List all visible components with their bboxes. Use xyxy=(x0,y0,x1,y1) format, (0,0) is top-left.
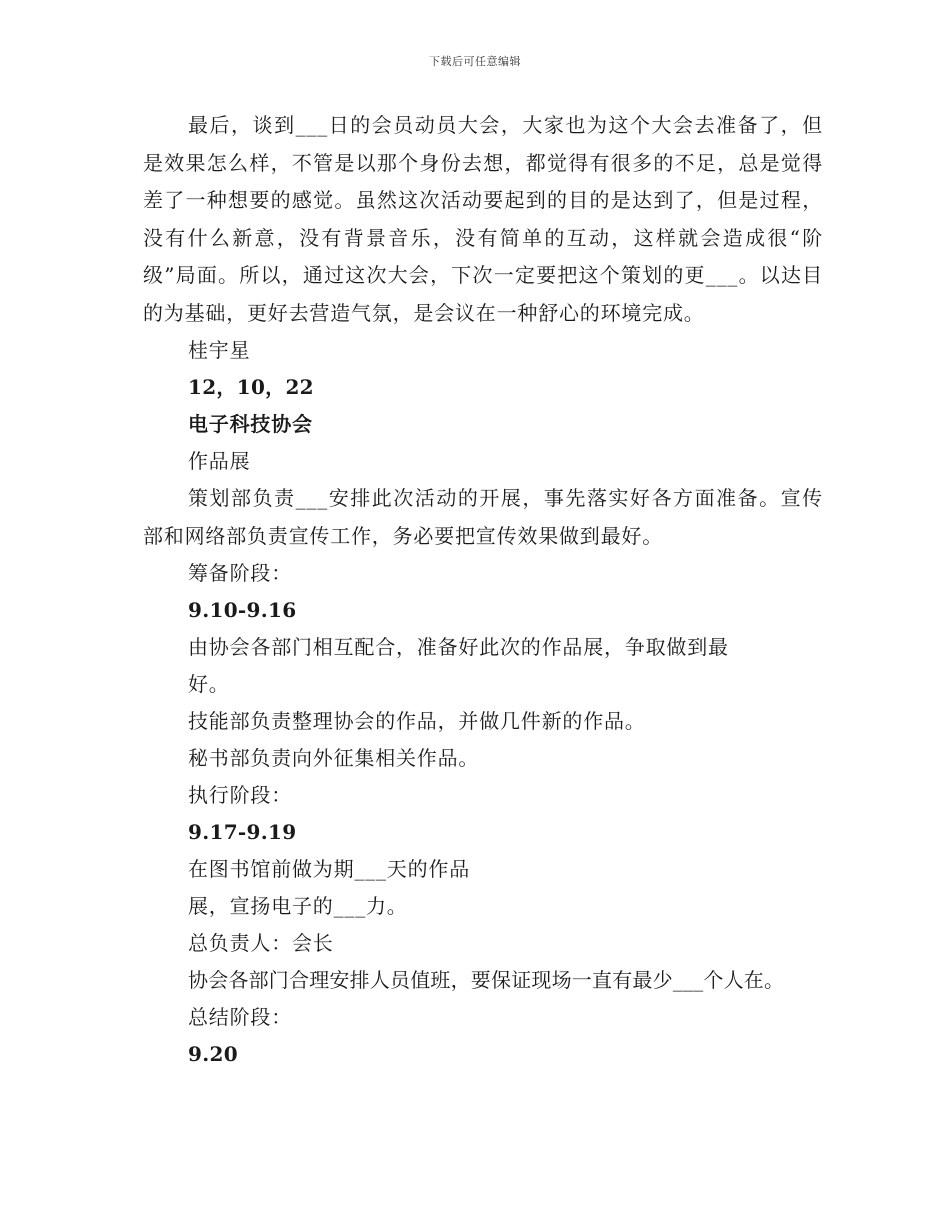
paragraph-meeting-review: 最后，谈到___日的会员动员大会，大家也为这个大会去准备了，但是效果怎么样，不管是以那个身份去想，都觉得有很多的不足，总是觉得差了一种想要的感觉。虽然这次活动要起到的目的是达到了，但是过程，没有什么新意，没有背景音乐，没有简单的互动，这样就会造成很“阶级”局面。所以，通过这次大会，下次一定要把这个策划的更___。以达目的为基础，更好去营造气氛，是会议在一种舒心的环境完成。 xyxy=(143,113,823,325)
exec-line-3: 总负责人：会长 xyxy=(188,931,334,955)
prep-stage-dates: 9.10-9.16 xyxy=(188,598,297,622)
summary-stage-label: 总结阶段： xyxy=(188,1005,292,1029)
exec-stage-label: 执行阶段： xyxy=(188,783,292,807)
prep-line-3: 技能部负责整理协会的作品，并做几件新的作品。 xyxy=(188,709,646,733)
summary-stage-dates: 9.20 xyxy=(188,1042,238,1066)
exec-line-4: 协会各部门合理安排人员值班，要保证现场一直有最少___个人在。 xyxy=(188,968,785,992)
signature-name: 桂宇星 xyxy=(188,338,251,362)
prep-line-1: 由协会各部门相互配合，准备好此次的作品展，争取做到最 xyxy=(188,635,729,659)
exec-line-1: 在图书馆前做为期___天的作品 xyxy=(188,857,470,881)
exec-line-2: 展，宣扬电子的___力。 xyxy=(188,894,408,918)
event-title: 作品展 xyxy=(188,449,251,473)
exec-stage-dates: 9.17-9.19 xyxy=(188,820,297,844)
prep-line-2: 好。 xyxy=(188,672,230,696)
org-title: 电子科技协会 xyxy=(188,412,313,436)
signature-date: 12，10，22 xyxy=(188,375,314,399)
document-body xyxy=(143,107,823,1073)
page-header: 下载后可任意编辑 xyxy=(429,55,521,68)
paragraph-responsibilities: 策划部负责___安排此次活动的开展，事先落实好各方面准备。宣传部和网络部负责宣传工作，务必要把宣传效果做到最好。 xyxy=(143,486,823,548)
prep-line-4: 秘书部负责向外征集相关作品。 xyxy=(188,746,480,770)
prep-stage-label: 筹备阶段： xyxy=(188,561,292,585)
